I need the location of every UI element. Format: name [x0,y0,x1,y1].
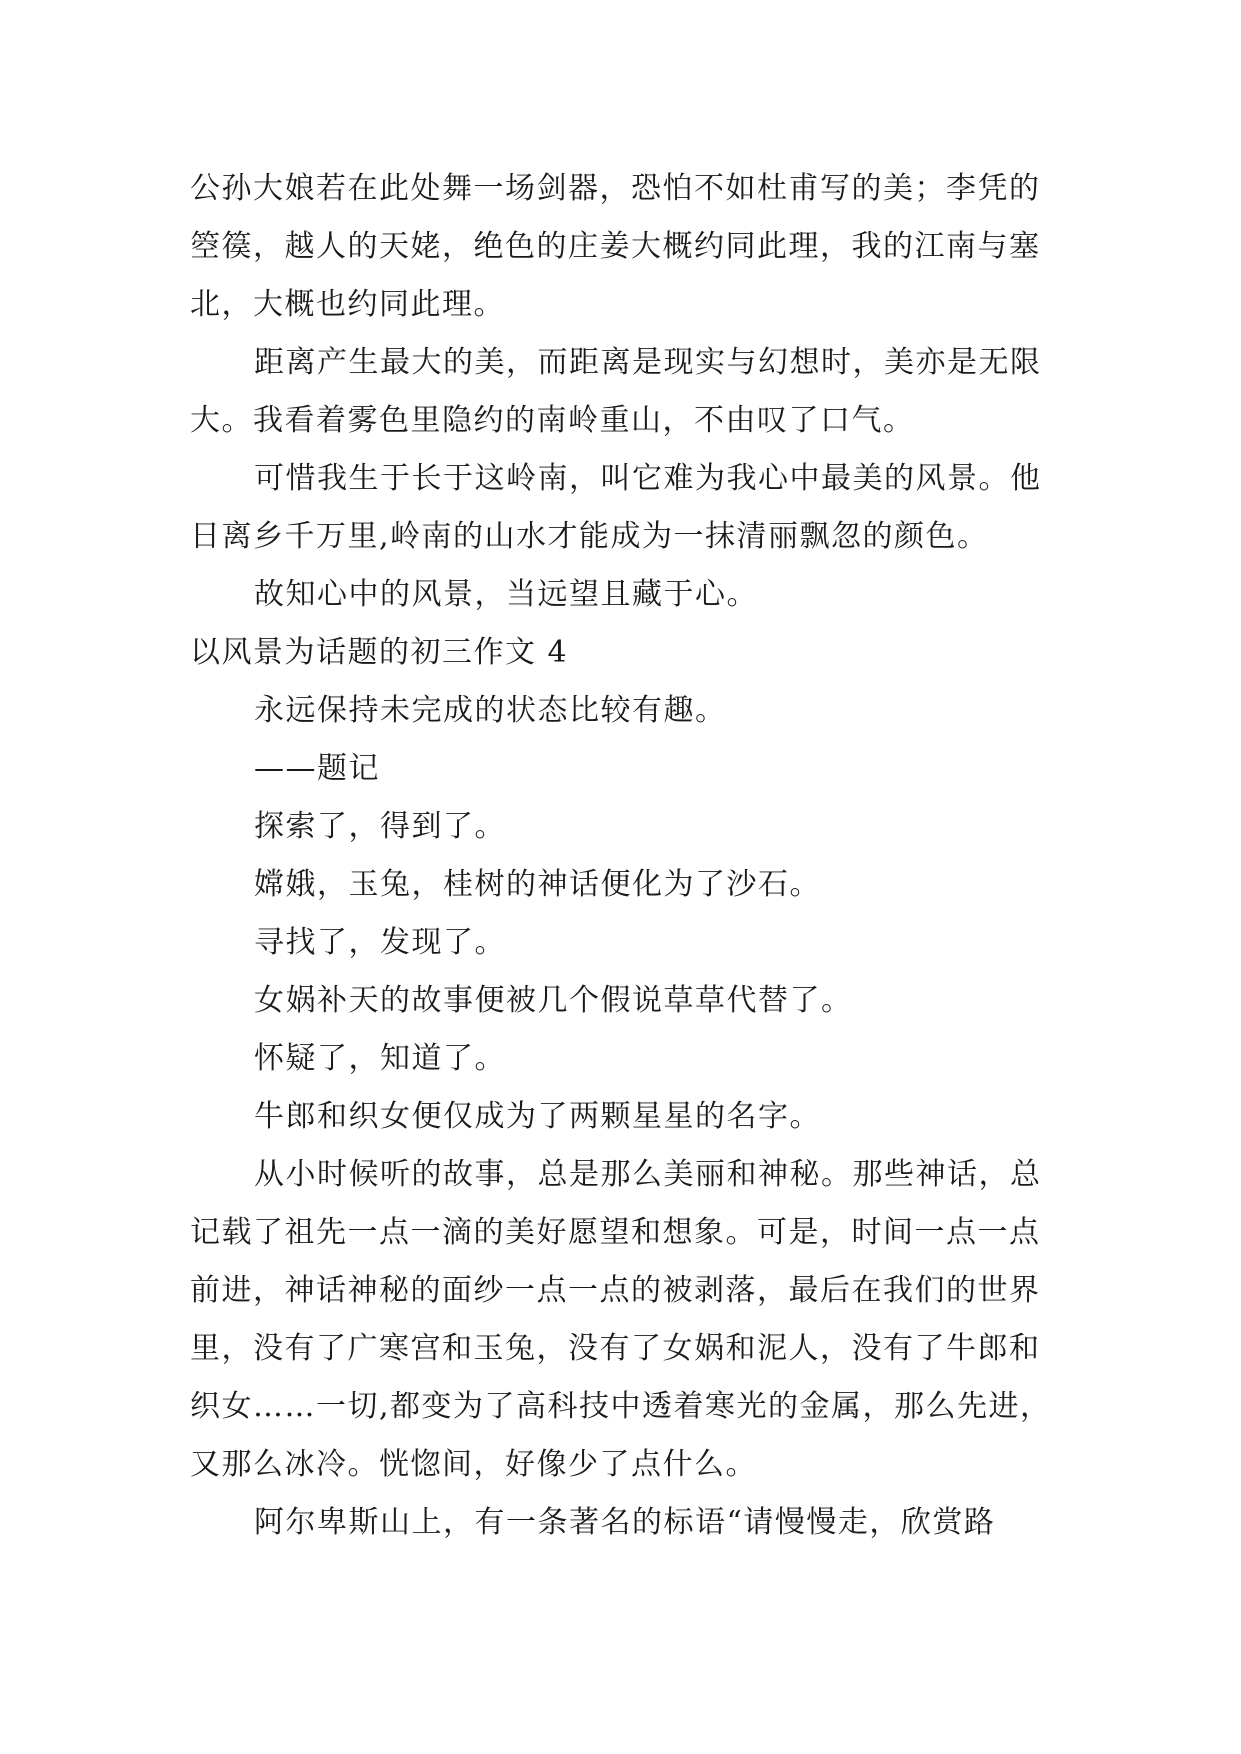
paragraph-7: 寻找了，发现了。 [254,925,506,960]
epigraph: 永远保持未完成的状态比较有趣。 [254,693,727,728]
document-body [190,160,1056,1552]
paragraph-2: 距离产生最大的美，而距离是现实与幻想时，美亦是无限大。我看着雾色里隐约的南岭重山，不由叹了口气。 [190,345,1042,438]
paragraph-5: 探索了，得到了。 [254,809,506,844]
paragraph-6: 嫦娥，玉兔，桂树的神话便化为了沙石。 [254,867,821,902]
epigraph-attribution: ——题记 [254,751,380,786]
paragraph-10: 牛郎和织女便仅成为了两颗星星的名字。 [254,1099,821,1134]
paragraph-12: 阿尔卑斯山上，有一条著名的标语“请慢慢走，欣赏路 [254,1505,996,1540]
paragraph-3: 可惜我生于长于这岭南，叫它难为我心中最美的风景。他日离乡千万里,岭南的山水才能成为一抹清丽飘忽的颜色。 [190,461,1042,554]
section-heading: 以风景为话题的初三作文 4 [190,635,569,670]
paragraph-4: 故知心中的风景，当远望且藏于心。 [254,577,758,612]
paragraph-9: 怀疑了，知道了。 [254,1041,506,1076]
paragraph-1: 公孙大娘若在此处舞一场剑器，恐怕不如杜甫写的美；李凭的箜篌，越人的天姥，绝色的庄姜大概约同此理，我的江南与塞北，大概也约同此理。 [190,171,1041,322]
paragraph-11: 从小时候听的故事，总是那么美丽和神秘。那些神话，总记载了祖先一点一滴的美好愿望和想象。可是，时间一点一点前进，神话神秘的面纱一点一点的被剥落，最后在我们的世界里，没有了广寒宫和玉兔，没有了女娲和泥人，没有了牛郎和织女……一切,都变为了高科技中透着寒光的金属，那么先进，又那么冰冷。恍惚间，好像少了点什么。 [190,1157,1052,1482]
paragraph-8: 女娲补天的故事便被几个假说草草代替了。 [254,983,853,1018]
